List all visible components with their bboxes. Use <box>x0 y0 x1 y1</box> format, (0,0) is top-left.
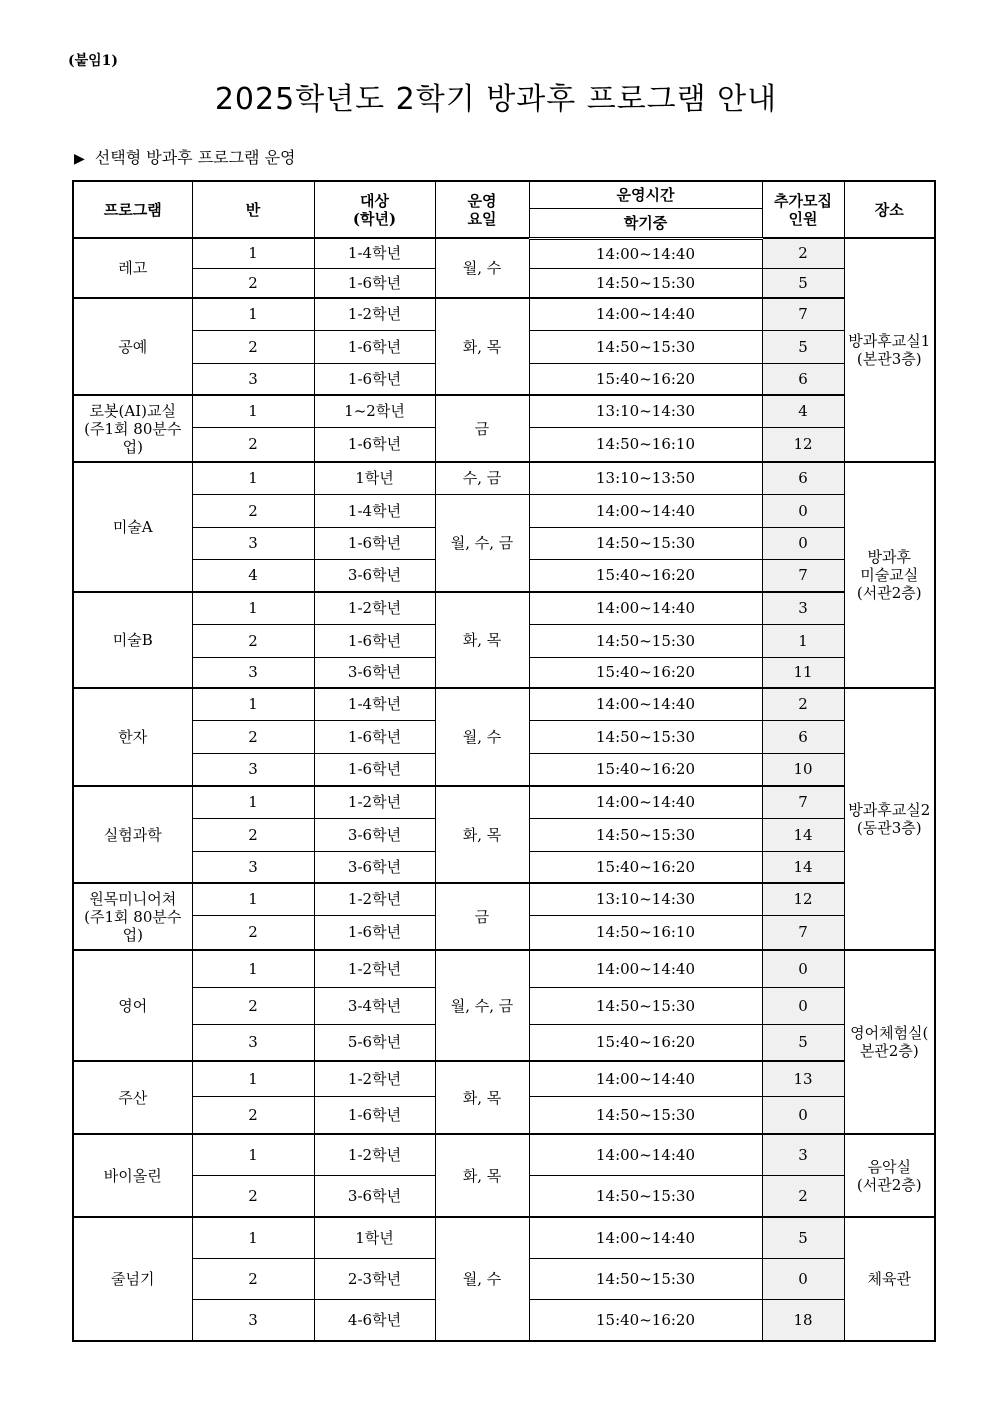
recruit-count: 7 <box>762 298 844 330</box>
target-grade: 1-4학년 <box>314 238 435 268</box>
time-slot: 14:00~14:40 <box>529 238 762 268</box>
place: 방과후교실1 (본관3층) <box>844 238 935 462</box>
recruit-count: 18 <box>762 1299 844 1341</box>
time-slot: 14:50~15:30 <box>529 527 762 559</box>
recruit-count: 7 <box>762 559 844 592</box>
class-number: 2 <box>192 427 314 462</box>
target-grade: 3-6학년 <box>314 851 435 883</box>
target-grade: 2-3학년 <box>314 1258 435 1299</box>
class-number: 3 <box>192 1299 314 1341</box>
class-number: 3 <box>192 851 314 883</box>
recruit-count: 12 <box>762 883 844 915</box>
class-number: 1 <box>192 1217 314 1258</box>
table-row <box>73 462 935 494</box>
recruit-count: 12 <box>762 427 844 462</box>
table-row <box>73 592 935 624</box>
schedule-table <box>72 180 936 1342</box>
attachment-label: (붙임1) <box>68 53 119 69</box>
target-grade: 1-6학년 <box>314 268 435 298</box>
target-grade: 3-6학년 <box>314 657 435 688</box>
time-slot: 14:50~15:30 <box>529 330 762 363</box>
time-slot: 15:40~16:20 <box>529 363 762 395</box>
recruit-count: 5 <box>762 330 844 363</box>
target-grade: 1-6학년 <box>314 720 435 753</box>
operating-days: 화, 목 <box>435 592 529 688</box>
class-number: 3 <box>192 363 314 395</box>
class-number: 1 <box>192 395 314 427</box>
class-number: 1 <box>192 688 314 720</box>
time-slot: 15:40~16:20 <box>529 1299 762 1341</box>
time-slot: 14:00~14:40 <box>529 592 762 624</box>
table-row <box>73 1217 935 1258</box>
time-slot: 14:00~14:40 <box>529 1134 762 1175</box>
target-grade: 1-2학년 <box>314 1061 435 1096</box>
operating-days: 수, 금 <box>435 462 529 494</box>
header-op-time: 운영시간 <box>529 181 762 208</box>
time-slot: 14:00~14:40 <box>529 950 762 987</box>
recruit-count: 4 <box>762 395 844 427</box>
target-grade: 3-4학년 <box>314 987 435 1024</box>
time-slot: 14:50~15:30 <box>529 720 762 753</box>
program-name: 원목미니어쳐 (주1회 80분수업) <box>73 883 192 950</box>
program-name: 미술A <box>73 462 192 592</box>
recruit-count: 3 <box>762 1134 844 1175</box>
target-grade: 1-4학년 <box>314 494 435 527</box>
time-slot: 14:50~16:10 <box>529 915 762 950</box>
target-grade: 1~2학년 <box>314 395 435 427</box>
table-row <box>73 1134 935 1175</box>
table-row <box>73 1061 935 1096</box>
time-slot: 13:10~13:50 <box>529 462 762 494</box>
recruit-count: 0 <box>762 1258 844 1299</box>
target-grade: 3-6학년 <box>314 818 435 851</box>
operating-days: 월, 수 <box>435 688 529 786</box>
target-grade: 5-6학년 <box>314 1024 435 1061</box>
recruit-count: 7 <box>762 915 844 950</box>
time-slot: 13:10~14:30 <box>529 883 762 915</box>
operating-days: 월, 수, 금 <box>435 950 529 1061</box>
operating-days: 화, 목 <box>435 298 529 395</box>
operating-days: 월, 수 <box>435 1217 529 1341</box>
target-grade: 1-2학년 <box>314 950 435 987</box>
header-recruit: 추가모집 인원 <box>762 181 844 238</box>
operating-days: 화, 목 <box>435 786 529 883</box>
operating-days: 월, 수 <box>435 238 529 298</box>
time-slot: 14:00~14:40 <box>529 298 762 330</box>
class-number: 4 <box>192 559 314 592</box>
class-number: 3 <box>192 527 314 559</box>
target-grade: 1-6학년 <box>314 915 435 950</box>
schedule-body <box>73 238 935 1341</box>
class-number: 2 <box>192 720 314 753</box>
program-name: 주산 <box>73 1061 192 1134</box>
time-slot: 14:50~15:30 <box>529 624 762 657</box>
time-slot: 15:40~16:20 <box>529 753 762 786</box>
table-row <box>73 950 935 987</box>
recruit-count: 14 <box>762 851 844 883</box>
table-row <box>73 238 935 268</box>
header-days: 운영 요일 <box>435 181 529 238</box>
program-name: 레고 <box>73 238 192 298</box>
table-row <box>73 494 935 527</box>
recruit-count: 0 <box>762 527 844 559</box>
class-number: 2 <box>192 330 314 363</box>
class-number: 1 <box>192 592 314 624</box>
recruit-count: 6 <box>762 720 844 753</box>
program-name: 미술B <box>73 592 192 688</box>
target-grade: 1-6학년 <box>314 330 435 363</box>
class-number: 1 <box>192 462 314 494</box>
recruit-count: 11 <box>762 657 844 688</box>
section-subtitle <box>74 145 296 168</box>
recruit-count: 6 <box>762 462 844 494</box>
recruit-count: 0 <box>762 1096 844 1134</box>
operating-days: 화, 목 <box>435 1061 529 1134</box>
program-name: 영어 <box>73 950 192 1061</box>
time-slot: 15:40~16:20 <box>529 559 762 592</box>
table-row <box>73 786 935 818</box>
operating-days: 월, 수, 금 <box>435 494 529 592</box>
class-number: 2 <box>192 268 314 298</box>
target-grade: 1-6학년 <box>314 753 435 786</box>
target-grade: 1-2학년 <box>314 883 435 915</box>
time-slot: 14:50~15:30 <box>529 987 762 1024</box>
target-grade: 3-6학년 <box>314 559 435 592</box>
operating-days: 금 <box>435 883 529 950</box>
class-number: 3 <box>192 753 314 786</box>
time-slot: 14:00~14:40 <box>529 786 762 818</box>
subtitle-text: 선택형 방과후 프로그램 운영 <box>94 148 296 167</box>
class-number: 2 <box>192 624 314 657</box>
place: 방과후교실2 (동관3층) <box>844 688 935 950</box>
program-name: 한자 <box>73 688 192 786</box>
program-name: 바이올린 <box>73 1134 192 1217</box>
time-slot: 14:00~14:40 <box>529 494 762 527</box>
table-row <box>73 688 935 720</box>
program-name: 로봇(AI)교실 (주1회 80분수업) <box>73 395 192 462</box>
class-number: 2 <box>192 915 314 950</box>
time-slot: 14:50~15:30 <box>529 268 762 298</box>
place: 음악실 (서관2층) <box>844 1134 935 1217</box>
target-grade: 1-6학년 <box>314 1096 435 1134</box>
class-number: 3 <box>192 657 314 688</box>
place: 체육관 <box>844 1217 935 1341</box>
class-number: 3 <box>192 1024 314 1061</box>
target-grade: 1-6학년 <box>314 624 435 657</box>
header-place: 장소 <box>844 181 935 238</box>
recruit-count: 2 <box>762 1175 844 1217</box>
table-row <box>73 395 935 427</box>
header-program: 프로그램 <box>73 181 192 238</box>
target-grade: 1-6학년 <box>314 427 435 462</box>
target-grade: 1-2학년 <box>314 1134 435 1175</box>
class-number: 1 <box>192 1134 314 1175</box>
time-slot: 14:50~16:10 <box>529 427 762 462</box>
page-title: 2025학년도 2학기 방과후 프로그램 안내 <box>214 82 778 117</box>
target-grade: 1학년 <box>314 1217 435 1258</box>
place: 방과후 미술교실 (서관2층) <box>844 462 935 688</box>
class-number: 1 <box>192 883 314 915</box>
recruit-count: 0 <box>762 950 844 987</box>
triangle-bullet-icon: ▶ <box>74 151 85 167</box>
recruit-count: 14 <box>762 818 844 851</box>
time-slot: 14:00~14:40 <box>529 688 762 720</box>
time-slot: 14:00~14:40 <box>529 1061 762 1096</box>
class-number: 1 <box>192 1061 314 1096</box>
program-name: 줄넘기 <box>73 1217 192 1341</box>
class-number: 2 <box>192 1096 314 1134</box>
header-class: 반 <box>192 181 314 238</box>
recruit-count: 5 <box>762 268 844 298</box>
recruit-count: 2 <box>762 688 844 720</box>
class-number: 2 <box>192 1258 314 1299</box>
time-slot: 14:50~15:30 <box>529 1096 762 1134</box>
time-slot: 14:00~14:40 <box>529 1217 762 1258</box>
class-number: 1 <box>192 786 314 818</box>
class-number: 2 <box>192 1175 314 1217</box>
recruit-count: 5 <box>762 1217 844 1258</box>
program-name: 실험과학 <box>73 786 192 883</box>
table-row <box>73 298 935 330</box>
target-grade: 3-6학년 <box>314 1175 435 1217</box>
operating-days: 화, 목 <box>435 1134 529 1217</box>
time-slot: 14:50~15:30 <box>529 1258 762 1299</box>
class-number: 1 <box>192 298 314 330</box>
recruit-count: 3 <box>762 592 844 624</box>
target-grade: 1-4학년 <box>314 688 435 720</box>
class-number: 2 <box>192 987 314 1024</box>
recruit-count: 13 <box>762 1061 844 1096</box>
table-row <box>73 883 935 915</box>
class-number: 2 <box>192 494 314 527</box>
target-grade: 1학년 <box>314 462 435 494</box>
header-semester: 학기중 <box>529 208 762 238</box>
time-slot: 13:10~14:30 <box>529 395 762 427</box>
recruit-count: 7 <box>762 786 844 818</box>
recruit-count: 6 <box>762 363 844 395</box>
class-number: 2 <box>192 818 314 851</box>
time-slot: 15:40~16:20 <box>529 851 762 883</box>
recruit-count: 0 <box>762 987 844 1024</box>
time-slot: 15:40~16:20 <box>529 1024 762 1061</box>
recruit-count: 2 <box>762 238 844 268</box>
recruit-count: 5 <box>762 1024 844 1061</box>
recruit-count: 10 <box>762 753 844 786</box>
class-number: 1 <box>192 238 314 268</box>
recruit-count: 1 <box>762 624 844 657</box>
operating-days: 금 <box>435 395 529 462</box>
header-target: 대상 (학년) <box>314 181 435 238</box>
target-grade: 1-6학년 <box>314 527 435 559</box>
time-slot: 15:40~16:20 <box>529 657 762 688</box>
program-name: 공예 <box>73 298 192 395</box>
time-slot: 14:50~15:30 <box>529 1175 762 1217</box>
target-grade: 4-6학년 <box>314 1299 435 1341</box>
class-number: 1 <box>192 950 314 987</box>
target-grade: 1-2학년 <box>314 298 435 330</box>
target-grade: 1-2학년 <box>314 592 435 624</box>
place: 영어체험실( 본관2층) <box>844 950 935 1134</box>
recruit-count: 0 <box>762 494 844 527</box>
target-grade: 1-2학년 <box>314 786 435 818</box>
time-slot: 14:50~15:30 <box>529 818 762 851</box>
target-grade: 1-6학년 <box>314 363 435 395</box>
